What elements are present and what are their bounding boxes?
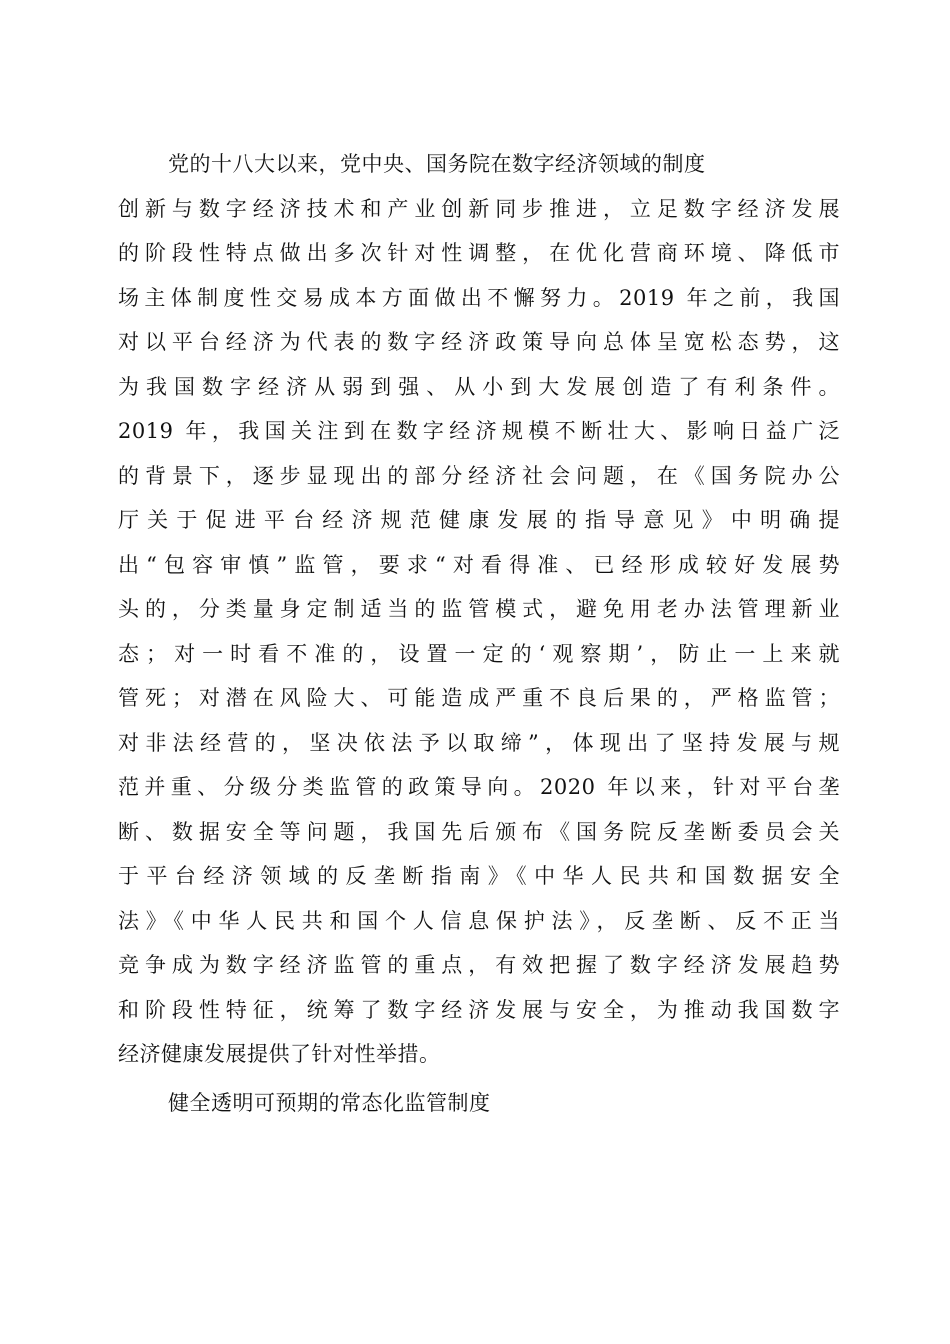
paragraph-line: 的背景下，逐步显现出的部分经济社会问题，在《国务院办公 — [118, 463, 840, 488]
paragraph-line: 竞争成为数字经济监管的重点，有效把握了数字经济发展趋势 — [118, 953, 840, 977]
paragraph-line: 对非法经营的，坚决依法予以取缔”，体现出了坚持发展与规 — [118, 730, 840, 755]
section-heading: 健全透明可预期的常态化监管制度 — [168, 1090, 491, 1115]
paragraph-line: 厅关于促进平台经济规范健康发展的指导意见》中明确提 — [118, 508, 840, 532]
paragraph — [118, 142, 840, 1077]
paragraph-line: 于平台经济领域的反垄断指南》《中华人民共和国数据安全 — [118, 864, 840, 888]
paragraph-line: 对以平台经济为代表的数字经济政策导向总体呈宽松态势，这 — [118, 330, 840, 354]
paragraph-line: 创新与数字经济技术和产业创新同步推进，立足数字经济发展 — [118, 196, 840, 221]
paragraph-line: 出“包容审慎”监管，要求“对看得准、已经形成较好发展势 — [118, 552, 840, 577]
body-text — [118, 142, 840, 1125]
paragraph-line: 和阶段性特征，统筹了数字经济发展与安全，为推动我国数字 — [118, 997, 840, 1022]
paragraph-line: 党的十八大以来，党中央、国务院在数字经济领域的制度 — [168, 152, 706, 176]
paragraph-line: 断、数据安全等问题，我国先后颁布《国务院反垄断委员会关 — [118, 819, 840, 844]
paragraph-line: 管死；对潜在风险大、可能造成严重不良后果的，严格监管； — [118, 686, 840, 710]
paragraph-line: 法》《中华人民共和国个人信息保护法》，反垄断、反不正当 — [118, 908, 840, 933]
paragraph-line: 为我国数字经济从弱到强、从小到大发展创造了有利条件。 — [118, 374, 840, 399]
paragraph-line: 场主体制度性交易成本方面做出不懈努力。2019 年之前，我国 — [118, 285, 840, 310]
paragraph-line: 头的，分类量身定制适当的监管模式，避免用老办法管理新业 — [118, 597, 840, 621]
paragraph-line: 态；对一时看不准的，设置一定的‘观察期’，防止一上来就 — [118, 641, 840, 666]
paragraph-line: 经济健康发展提供了针对性举措。 — [118, 1042, 441, 1066]
paragraph-line: 2019 年，我国关注到在数字经济规模不断壮大、影响日益广泛 — [118, 419, 840, 443]
paragraph-line: 的阶段性特点做出多次针对性调整，在优化营商环境、降低市 — [118, 241, 840, 265]
paragraph-line: 范并重、分级分类监管的政策导向。2020 年以来，针对平台垄 — [118, 775, 840, 799]
